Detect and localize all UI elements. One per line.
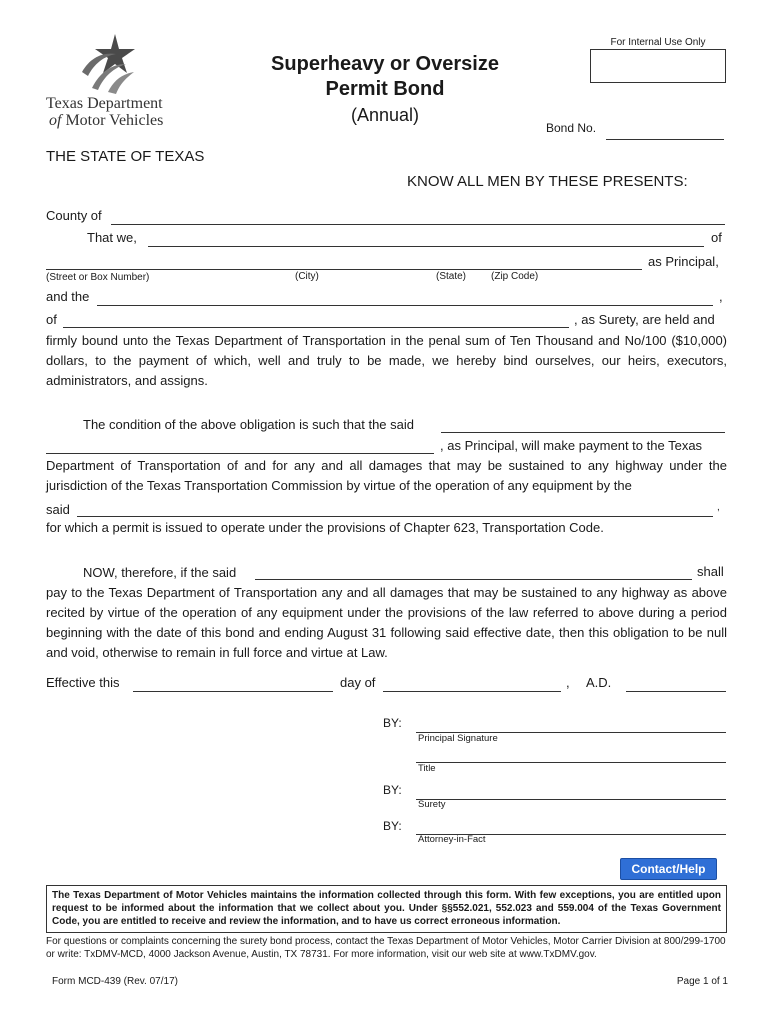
surety-name-field[interactable] [97,288,713,306]
street-caption: (Street or Box Number) [46,272,150,283]
effective-year-field[interactable] [626,674,726,692]
form-subtitle: (Annual) [350,105,420,125]
know-all-heading: KNOW ALL MEN BY THESE PRESENTS: [407,173,688,190]
county-label: County of [46,208,102,223]
of-label: of [711,230,722,245]
of-label-2: of [46,312,57,327]
questions-contact-text: For questions or complaints concerning the surety bond process, contact the Texas Department of Motor Vehicles, Motor Carrier Division at 800/299-1700 or write: TxDMV-MCD, 4000 Jackson Avenue, Austin, TX 78731. For more information, visit our web site at www.TxDMV.gov. [46,936,726,960]
internal-use-label: For Internal Use Only [610,37,706,48]
ad-label: A.D. [586,675,612,690]
principal-address-field[interactable] [46,252,642,270]
condition-paragraph: Department of Transportation of and for any and all damages that may be sustained to any highway under the jurisdiction of the Texas Transportation Commission by virtue of the operation of any equipment by the [46,458,727,493]
state-caption: (State) [436,271,467,282]
form-number: Form MCD-439 (Rev. 07/17) [52,976,178,987]
now-said-field[interactable] [255,562,692,580]
logo-line-1: Texas Department [46,95,163,112]
title-line-2: Permit Bond [325,78,445,100]
surety-location-field[interactable] [63,310,569,328]
effective-month-field[interactable] [383,674,561,692]
condition-principal-field-2[interactable] [46,436,434,454]
effective-this-label: Effective this [46,675,120,690]
surety-signature-field[interactable] [416,782,726,800]
principal-payment-label: , as Principal, will make payment to the Texas [440,438,703,453]
logo-line-2 [46,112,163,129]
logo-of: of [49,112,62,129]
shall-label: shall [697,564,724,579]
penal-sum-paragraph: firmly bound unto the Texas Department of Transportation in the penal sum of Ten Thousand and No/100 ($10,000) dollars, to the payment of which, well and truly to be made, we hereby bind ourselves, our heirs, executors, administrators, and assigns. [46,333,727,388]
bond-no-label: Bond No. [546,121,597,135]
by-label-2: BY: [383,783,402,797]
principal-name-field[interactable] [148,229,704,247]
attorney-in-fact-field[interactable] [416,817,726,835]
title-caption: Title [418,763,436,774]
logo-line-2-text: Motor Vehicles [61,112,164,129]
city-caption: (City) [295,271,319,282]
as-principal-label: as Principal, [648,254,719,269]
said-label: said [46,502,70,517]
agency-logo-text [46,95,163,129]
that-we-label: That we, [87,230,137,245]
title-field[interactable] [416,745,726,763]
txdmv-star-logo-icon [78,32,140,94]
title-line-1: Superheavy or Oversize [271,53,499,75]
by-label-3: BY: [383,819,402,833]
day-of-label: day of [340,675,376,690]
county-field[interactable] [111,207,725,225]
now-paragraph: pay to the Texas Department of Transportation any and all damages that may be sustained to any highway as above recited by virtue of the operation of any equipment under the provisions of the law referred to above during a period beginning with the date of this bond and ending August 31 following said effective date, then this obligation to be null and void, otherwise to remain in full force and virtue at Law. [46,585,727,660]
contact-help-button[interactable]: Contact/Help [620,858,717,880]
permit-sentence: for which a permit is issued to operate under the provisions of Chapter 623, Transportation Code. [46,520,604,535]
as-surety-label: , as Surety, are held and [574,312,715,327]
effective-day-field[interactable] [133,674,333,692]
said-equipment-field[interactable] [77,499,713,517]
comma-2: , [717,502,720,513]
zip-caption: (Zip Code) [491,271,539,282]
surety-caption: Surety [418,799,446,810]
condition-lead: The condition of the above obligation is such that the said [83,417,414,432]
privacy-notice: The Texas Department of Motor Vehicles maintains the information collected through this form. With few exceptions, you are entitled upon request to be informed about the information that we collect about you. Under §§552.021, 552.023 and 559.004 of the Texas Government Code, you are entitled to receive and review the information, and to have us correct erroneous information. [46,885,727,933]
comma-1: , [719,289,723,304]
state-heading: THE STATE OF TEXAS [46,148,205,165]
form-title [240,52,530,102]
internal-use-box [590,49,726,83]
page-number: Page 1 of 1 [676,976,728,987]
bond-no-field[interactable] [606,122,724,140]
attorney-in-fact-caption: Attorney-in-Fact [418,834,486,845]
principal-signature-field[interactable] [416,715,726,733]
now-lead: NOW, therefore, if the said [83,565,237,580]
and-the-label: and the [46,289,90,304]
comma-3: , [566,675,570,690]
condition-principal-field-1[interactable] [441,415,725,433]
principal-signature-caption: Principal Signature [418,733,498,744]
by-label-1: BY: [383,716,402,730]
